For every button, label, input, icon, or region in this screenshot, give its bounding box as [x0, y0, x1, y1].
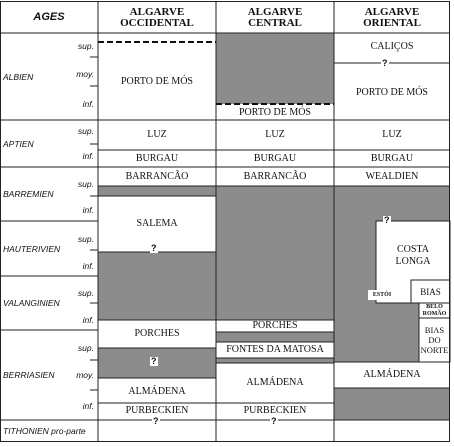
substage-berriasien-moy: moy. — [76, 370, 94, 380]
stage-albien: ALBIEN — [3, 71, 34, 82]
substage-berriasien-sup: sup. — [77, 343, 94, 353]
central-porto-de-mos: PORTO DE MÓS — [238, 107, 311, 118]
oriental-header: ALGARVE ORIENTAL — [363, 5, 421, 29]
central-purbeckien: PURBECKIEN — [243, 404, 307, 416]
oriental-wealdien: WEALDIEN — [365, 170, 419, 182]
stage-hauterivien: HAUTERIVIEN — [3, 243, 61, 254]
oriental-luz: LUZ — [382, 129, 402, 140]
substage-barremien-inf: inf. — [82, 205, 94, 215]
uncertain-mark-oriental-albien: ? — [382, 58, 388, 68]
substage-valanginien-sup: sup. — [77, 288, 94, 298]
uncertain-mark-occidental-purbeckien: ? — [153, 416, 159, 426]
substage-hauterivien-sup: sup. — [77, 234, 94, 244]
occidental-header: ALGARVE OCCIDENTAL — [120, 5, 194, 29]
occidental-purbeckien: PURBECKIEN — [125, 404, 189, 416]
central-hiatus-areas — [216, 33, 334, 363]
oriental-burgau: BURGAU — [370, 152, 414, 164]
occidental-barrancao: BARRANCÃO — [125, 170, 189, 182]
central-hiatus-albien — [216, 33, 334, 104]
uncertain-mark-occidental-berriasien: ? — [151, 356, 157, 366]
substage-aptien-sup: sup. — [77, 126, 94, 136]
ages-header: AGES — [33, 11, 65, 23]
central-hiatus-barremien-valanginien — [216, 186, 334, 320]
oriental-porto-de-mos: PORTO DE MÓS — [355, 86, 428, 98]
oriental-belo-romao: BELO ROMÃO — [422, 304, 447, 317]
central-header: ALGARVE CENTRAL — [247, 5, 303, 29]
central-fontes-da-matosa: FONTES DA MATOSA — [226, 344, 324, 355]
substage-aptien-inf: inf. — [82, 151, 94, 161]
occidental-hiatus-barremien-sup — [98, 186, 216, 196]
central-almadena: ALMÁDENA — [246, 377, 304, 388]
occidental-luz: LUZ — [147, 129, 167, 140]
substage-albien-moy: moy. — [76, 69, 94, 79]
central-burgau: BURGAU — [253, 152, 297, 164]
central-porches: PORCHES — [252, 320, 298, 331]
uncertain-mark-occidental-salema: ? — [151, 243, 157, 253]
substage-hauterivien-inf: inf. — [82, 261, 94, 271]
substage-valanginien-inf: inf. — [82, 315, 94, 325]
central-hiatus-berriasien-sup — [216, 332, 334, 342]
oriental-bias-do-norte: BIAS DO NORTE — [420, 325, 449, 355]
stage-berriasien: BERRIASIEN — [3, 370, 55, 380]
occidental-almadena: ALMÁDENA — [128, 385, 186, 397]
occidental-salema: SALEMA — [136, 218, 178, 229]
substage-albien-sup: sup. — [77, 41, 94, 51]
oriental-almadena: ALMÁDENA — [363, 369, 421, 380]
substage-albien-inf: inf. — [82, 99, 94, 109]
occidental-hiatus-hauterivien — [98, 252, 216, 320]
uncertain-mark-central-purbeckien: ? — [271, 416, 277, 426]
stage-aptien: APTIEN — [3, 138, 34, 149]
stage-barremien: BARREMIEN — [3, 189, 54, 199]
substage-barremien-sup: sup. — [77, 179, 94, 189]
occidental-porches: PORCHES — [134, 328, 180, 339]
occidental-burgau: BURGAU — [135, 152, 179, 164]
stage-tithonien: TITHONIEN pro-parte — [3, 425, 86, 436]
uncertain-mark-costa-longa: ? — [384, 215, 390, 225]
oriental-calicos: CALIÇOS — [370, 41, 414, 52]
oriental-hiatus-tithonien — [334, 388, 450, 420]
substage-berriasien-inf: inf. — [82, 401, 94, 411]
central-barrancao: BARRANCÃO — [243, 170, 307, 182]
central-luz: LUZ — [265, 129, 285, 140]
oriental-bias: BIAS — [420, 287, 441, 297]
central-hiatus-berriasien-moy — [216, 358, 334, 363]
stage-valanginien: VALANGINIEN — [3, 298, 60, 308]
oriental-costa-longa: COSTA LONGA — [395, 244, 431, 267]
oriental-estoi: ESTÓI — [368, 290, 396, 300]
occidental-porto-de-mos: PORTO DE MÓS — [120, 75, 193, 87]
